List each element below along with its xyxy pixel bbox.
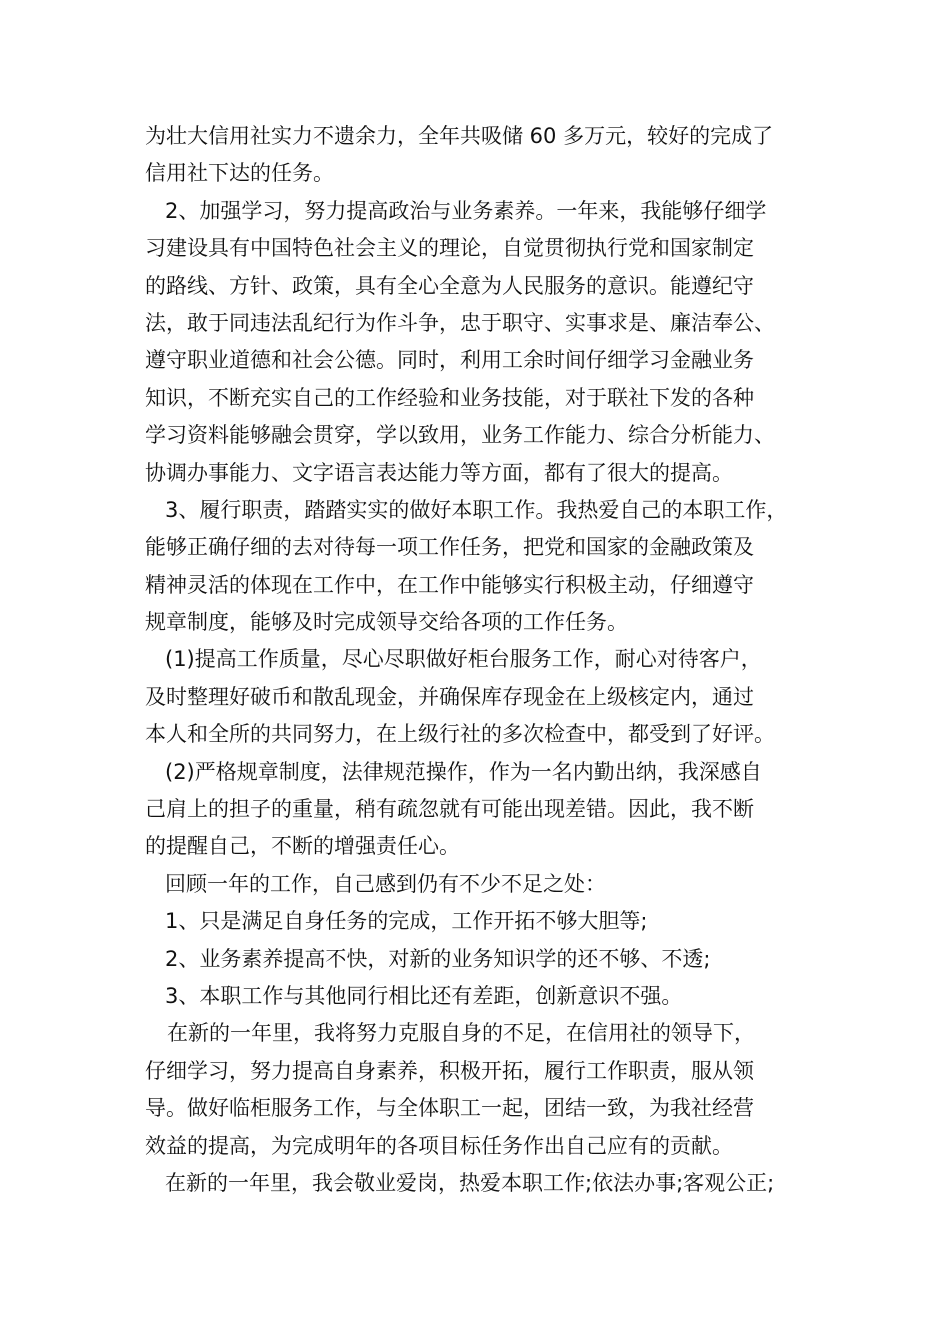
text-line: 己肩上的担子的重量，稍有疏忽就有可能出现差错。因此，我不断: [145, 797, 754, 822]
text-line: 1、只是满足自身任务的完成，工作开拓不够大胆等;: [165, 909, 648, 934]
text-line: 回顾一年的工作，自己感到仍有不少不足之处：: [165, 871, 606, 896]
text-line: 学习资料能够融会贯穿，学以致用，业务工作能力、综合分析能力、: [145, 423, 775, 448]
text-line: 2、业务素养提高不快，对新的业务知识学的还不够、不透;: [165, 946, 711, 971]
text-line: (1)提高工作质量，尽心尽职做好柜台服务工作，耐心对待客户，: [165, 647, 762, 672]
text-line: 法，敢于同违法乱纪行为作斗争，忠于职守、实事求是、廉洁奉公、: [145, 310, 775, 335]
text-line: 规章制度，能够及时完成领导交给各项的工作任务。: [145, 610, 628, 635]
text-line: 信用社下达的任务。: [145, 161, 334, 186]
text-line: 在新的一年里，我会敬业爱岗，热爱本职工作;依法办事;客观公正;: [165, 1170, 775, 1195]
text-line: 3、履行职责，踏踏实实的做好本职工作。我热爱自己的本职工作，: [165, 497, 788, 522]
text-line: 效益的提高，为完成明年的各项目标任务作出自己应有的贡献。: [145, 1133, 733, 1158]
text-line: 2、加强学习，努力提高政治与业务素养。一年来，我能够仔细学: [165, 198, 767, 223]
document-body: [145, 118, 825, 1202]
text-line: (2)严格规章制度，法律规范操作，作为一名内勤出纳，我深感自: [165, 759, 762, 784]
text-line: 导。做好临柜服务工作，与全体职工一起，团结一致，为我社经营: [145, 1096, 754, 1121]
text-line: 协调办事能力、文字语言表达能力等方面，都有了很大的提高。: [145, 460, 733, 485]
text-line: 及时整理好破币和散乱现金，并确保库存现金在上级核定内，通过: [145, 684, 754, 709]
text-line: 习建设具有中国特色社会主义的理论，自觉贯彻执行党和国家制定: [145, 236, 754, 261]
text-line: 知识，不断充实自己的工作经验和业务技能，对于联社下发的各种: [145, 385, 754, 410]
text-line: 精神灵活的体现在工作中，在工作中能够实行积极主动，仔细遵守: [145, 572, 754, 597]
text-line: 的提醒自己，不断的增强责任心。: [145, 834, 460, 859]
text-line: 本人和全所的共同努力，在上级行社的多次检查中，都受到了好评。: [145, 722, 775, 747]
text-line: 的路线、方针、政策，具有全心全意为人民服务的意识。能遵纪守: [145, 273, 754, 298]
text-line: 仔细学习，努力提高自身素养，积极开拓，履行工作职责，服从领: [145, 1058, 754, 1083]
text-line: 在新的一年里，我将努力克服自身的不足，在信用社的领导下，: [167, 1021, 755, 1046]
text-line: 能够正确仔细的去对待每一项工作任务，把党和国家的金融政策及: [145, 535, 754, 560]
text-line: 为壮大信用社实力不遗余力，全年共吸储 60 多万元，较好的完成了: [145, 124, 774, 148]
text-line: 3、本职工作与其他同行相比还有差距，创新意识不强。: [165, 983, 683, 1008]
text-line: 遵守职业道德和社会公德。同时，利用工余时间仔细学习金融业务: [145, 348, 754, 373]
